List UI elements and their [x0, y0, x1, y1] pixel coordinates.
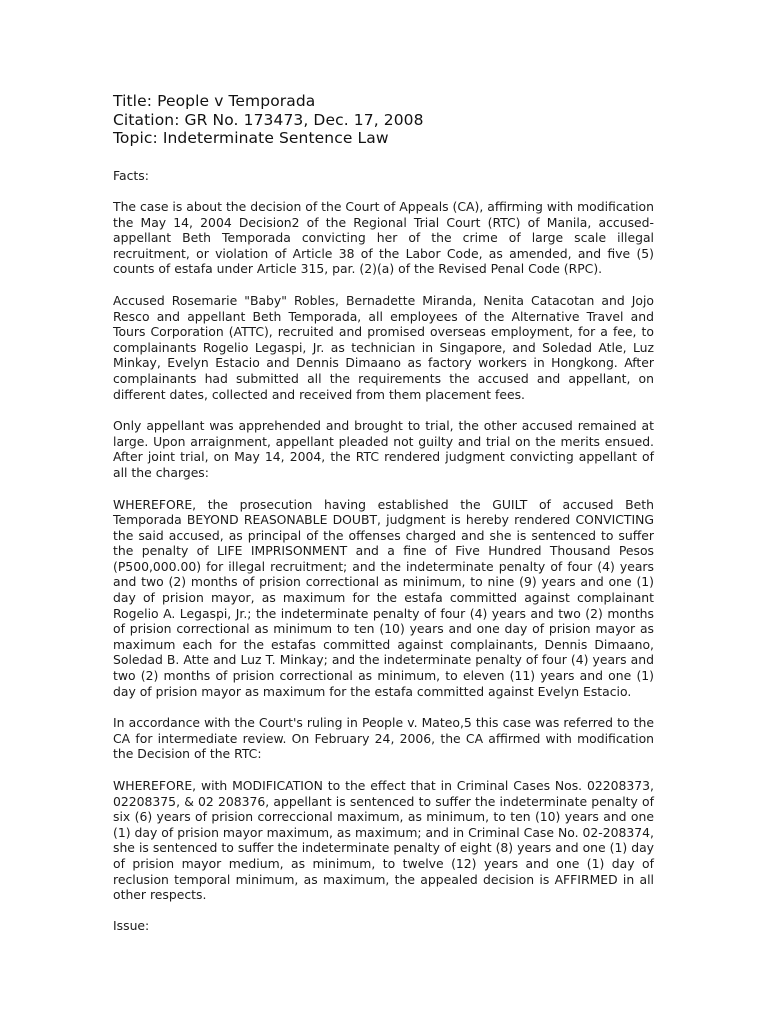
paragraph-5: In accordance with the Court's ruling in People v. Mateo,5 this case was referred to the CA for intermediate review. On February 24, 2006, the CA affirmed with modification the Decision of the RTC:: [113, 715, 654, 762]
case-title: Title: People v Temporada: [113, 92, 316, 110]
document-page: [113, 92, 654, 933]
ca-dispositive-paragraph: WHEREFORE, with MODIFICATION to the effect that in Criminal Cases Nos. 02208373, 02208375, & 02 208376, appellant is sentenced to suffer the indeterminate penalty of six (6) years of prision correccional maximum, as minimum, to ten (10) years and one (1) day of prision mayor maximum, as maximum; and in Criminal Case No. 02-208374, she is sentenced to suffer the indeterminate penalty of eight (8) years and one (1) day of prision mayor medium, as minimum, to twelve (12) years and one (1) day of reclusion temporal minimum, as maximum, the appealed decision is AFFIRMED in all other respects.: [113, 778, 654, 903]
case-topic: Topic: Indeterminate Sentence Law: [113, 129, 389, 147]
document-header: [113, 92, 654, 148]
facts-heading: Facts:: [113, 167, 149, 183]
paragraph-2: Accused Rosemarie "Baby" Robles, Bernadette Miranda, Nenita Catacotan and Jojo Resco and appellant Beth Temporada, all employees of the Alternative Travel and Tours Corporation (ATTC), recruited and promised overseas employment, for a fee, to complainants Rogelio Legaspi, Jr. as technician in Singapore, and Soledad Atle, Luz Minkay, Evelyn Estacio and Dennis Dimaano as factory workers in Hongkong. After complainants had submitted all the requirements the accused and appellant, on different dates, collected and received from them placement fees.: [113, 292, 654, 402]
case-citation: Citation: GR No. 173473, Dec. 17, 2008: [113, 110, 424, 129]
rtc-dispositive-paragraph: WHEREFORE, the prosecution having established the GUILT of accused Beth Temporada BEYOND REASONABLE DOUBT, judgment is hereby rendered CONVICTING the said accused, as principal of the offenses charged and she is sentenced to suffer the penalty of LIFE IMPRISONMENT and a fine of Five Hundred Thousand Pesos (P500,000.00) for illegal recruitment; and the indeterminate penalty of four (4) years and two (2) months of prision correctional as minimum, to nine (9) years and one (1) day of prision mayor, as maximum for the estafa committed against complainant Rogelio A. Legaspi, Jr.; the indeterminate penalty of four (4) years and two (2) months of prision correctional as minimum to ten (10) years and one day of prision mayor as maximum each for the estafas committed against complainants, Dennis Dimaano, Soledad B. Atte and Luz T. Minkay; and the indeterminate penalty of four (4) years and two (2) months of prision correctional as minimum, to eleven (11) years and one (1) day of prision mayor as maximum for the estafa committed against Evelyn Estacio.: [113, 496, 654, 699]
paragraph-3: Only appellant was apprehended and brought to trial, the other accused remained at large. Upon arraignment, appellant pleaded not guilty and trial on the merits ensued. After joint trial, on May 14, 2004, the RTC rendered judgment convicting appellant of all the charges:: [113, 418, 654, 480]
issue-heading: Issue:: [113, 917, 150, 933]
paragraph-1: The case is about the decision of the Court of Appeals (CA), affirming with modification the May 14, 2004 Decision2 of the Regional Trial Court (RTC) of Manila, accused-appellant Beth Temporada convicting her of the crime of large scale illegal recruitment, or violation of Article 38 of the Labor Code, as amended, and five (5) counts of estafa under Article 315, par. (2)(a) of the Revised Penal Code (RPC).: [113, 199, 654, 277]
